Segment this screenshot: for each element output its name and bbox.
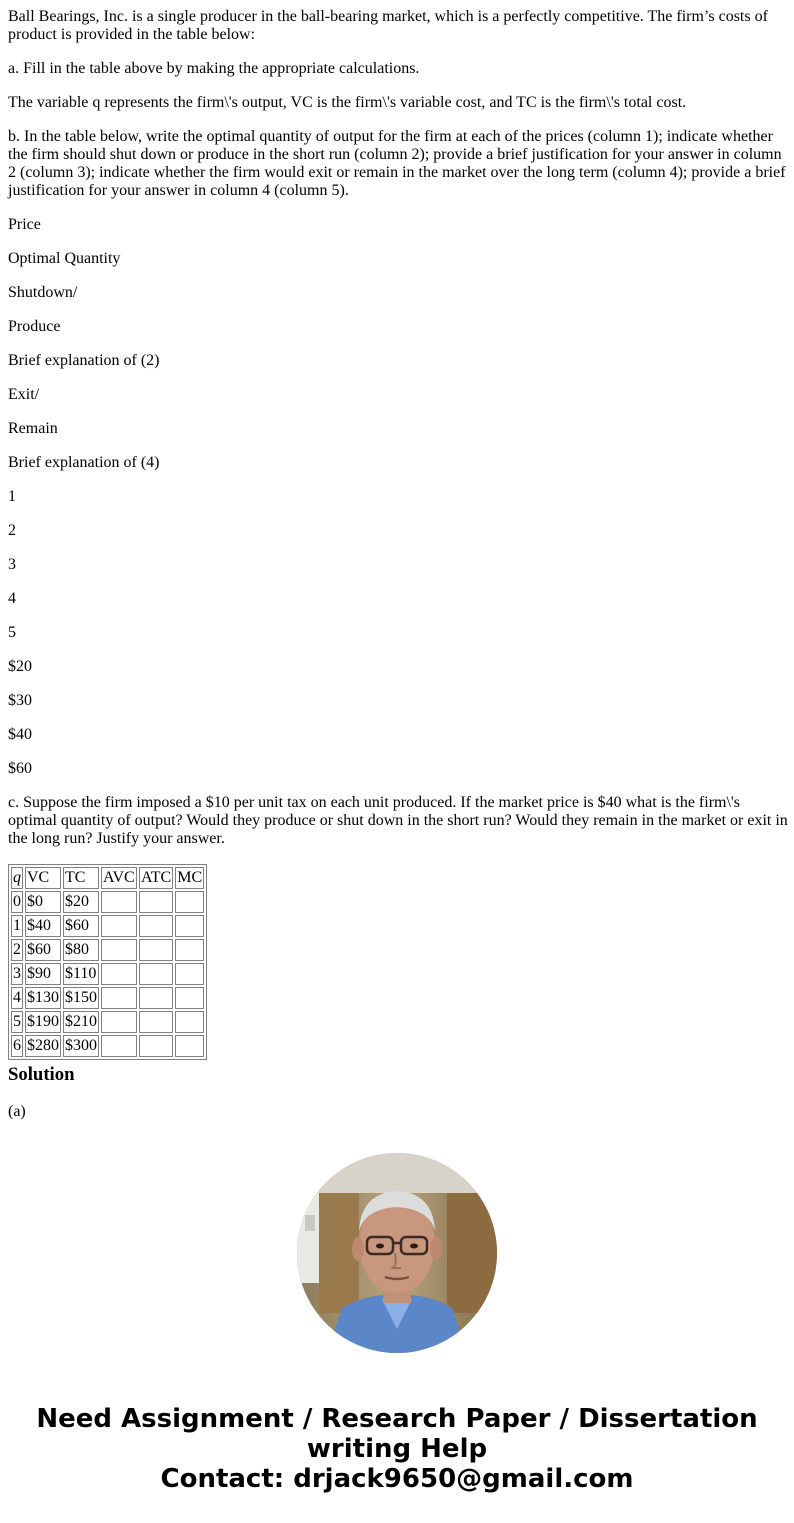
table-cell-blank (175, 939, 204, 961)
table-cell: $300 (63, 1035, 99, 1057)
part-b-line: Produce (8, 318, 61, 335)
table-cell: $60 (63, 915, 99, 937)
table-header-cell: ATC (139, 867, 173, 889)
table-cell: $80 (63, 939, 99, 961)
table-cell-blank (139, 915, 173, 937)
table-row (11, 1011, 204, 1033)
intro-paragraph: Ball Bearings, Inc. is a single producer in the ball-bearing market, which is a perfectly competitive. The firm’s costs of product is provided in the table below: (8, 8, 768, 43)
table-cell-blank (139, 891, 173, 913)
table-cell: 1 (11, 915, 23, 937)
table-header-cell: AVC (101, 867, 137, 889)
promo-line: writing Help (306, 1434, 488, 1464)
part-c-paragraph: c. Suppose the firm imposed a $10 per unit tax on each unit produced. If the market price is $40 what is the firm\'s optimal quantity of output? Would they produce or shut down in the short run? Would they remain in the market or exit in the long run? Justify your answer. (8, 794, 788, 847)
table-row (11, 963, 204, 985)
part-b-line: 1 (8, 488, 16, 505)
table-cell-blank (101, 1035, 137, 1057)
table-cell-blank (101, 987, 137, 1009)
table-cell: $110 (63, 963, 99, 985)
cost-table (8, 864, 207, 1060)
part-b-line: $40 (8, 726, 32, 743)
table-header-row (11, 867, 204, 889)
table-cell-blank (101, 915, 137, 937)
part-b-line: $20 (8, 658, 32, 675)
table-header-cell: TC (63, 867, 99, 889)
person-portrait-icon (297, 1153, 497, 1353)
table-row (11, 891, 204, 913)
table-cell: 2 (11, 939, 23, 961)
table-cell-blank (139, 1011, 173, 1033)
table-cell-blank (139, 987, 173, 1009)
part-b-paragraph: b. In the table below, write the optimal quantity of output for the firm at each of the prices (column 1); indicate whether the firm should shut down or produce in the short run (column 2); provide a brief justification for your answer in column 2 (column 3); indicate whether the firm would exit or remain in the market over the long term (column 4); provide a brief justification for your answer in column 4 (column 5). (8, 128, 786, 199)
table-row (11, 987, 204, 1009)
part-b-line: Exit/ (8, 386, 40, 403)
part-b-line: $30 (8, 692, 32, 709)
part-b-line: 4 (8, 590, 16, 607)
table-cell-blank (175, 891, 204, 913)
table-cell-blank (101, 891, 137, 913)
table-cell: $0 (25, 891, 61, 913)
table-row (11, 915, 204, 937)
part-b-line: Optimal Quantity (8, 250, 121, 267)
variables-paragraph: The variable q represents the firm\'s output, VC is the firm\'s variable cost, and TC is the firm\'s total cost. (8, 94, 687, 111)
table-cell-blank (101, 963, 137, 985)
table-row (11, 939, 204, 961)
table-cell: 5 (11, 1011, 23, 1033)
part-b-line: $60 (8, 760, 32, 777)
table-cell-blank (101, 1011, 137, 1033)
part-b-line: Price (8, 216, 41, 233)
solution-part-a-label: (a) (8, 1103, 26, 1120)
table-cell: $190 (25, 1011, 61, 1033)
table-cell-blank (175, 1011, 204, 1033)
tutor-avatar (297, 1153, 497, 1353)
part-b-line: Shutdown/ (8, 284, 78, 301)
table-cell: $130 (25, 987, 61, 1009)
part-a-paragraph: a. Fill in the table above by making the appropriate calculations. (8, 60, 420, 77)
table-cell: $90 (25, 963, 61, 985)
table-header-cell: MC (175, 867, 204, 889)
promo-line: Need Assignment / Research Paper / Dissertation (36, 1404, 758, 1434)
table-cell: 0 (11, 891, 23, 913)
part-b-line: 3 (8, 556, 16, 573)
promo-contact-line: Contact: drjack9650@gmail.com (160, 1464, 634, 1494)
part-b-line: Brief explanation of (4) (8, 454, 160, 471)
table-cell: $280 (25, 1035, 61, 1057)
part-b-line: 5 (8, 624, 16, 641)
table-cell-blank (101, 939, 137, 961)
promo-banner (0, 1404, 794, 1494)
table-cell: $40 (25, 915, 61, 937)
table-cell: $60 (25, 939, 61, 961)
table-cell: $150 (63, 987, 99, 1009)
table-cell-blank (175, 1035, 204, 1057)
cost-table-wrapper (8, 864, 207, 1060)
table-header-cell: VC (25, 867, 61, 889)
table-cell-blank (139, 1035, 173, 1057)
table-cell-blank (139, 939, 173, 961)
part-b-line: Brief explanation of (2) (8, 352, 160, 369)
part-b-line: Remain (8, 420, 58, 437)
table-cell: 3 (11, 963, 23, 985)
solution-heading: Solution (8, 1064, 75, 1085)
table-cell: 6 (11, 1035, 23, 1057)
table-cell-blank (175, 963, 204, 985)
table-header-cell: q (11, 867, 23, 889)
table-cell-blank (175, 915, 204, 937)
table-cell-blank (175, 987, 204, 1009)
table-cell: $210 (63, 1011, 99, 1033)
table-cell: $20 (63, 891, 99, 913)
table-cell-blank (139, 963, 173, 985)
part-b-line: 2 (8, 522, 16, 539)
table-row (11, 1035, 204, 1057)
table-cell: 4 (11, 987, 23, 1009)
